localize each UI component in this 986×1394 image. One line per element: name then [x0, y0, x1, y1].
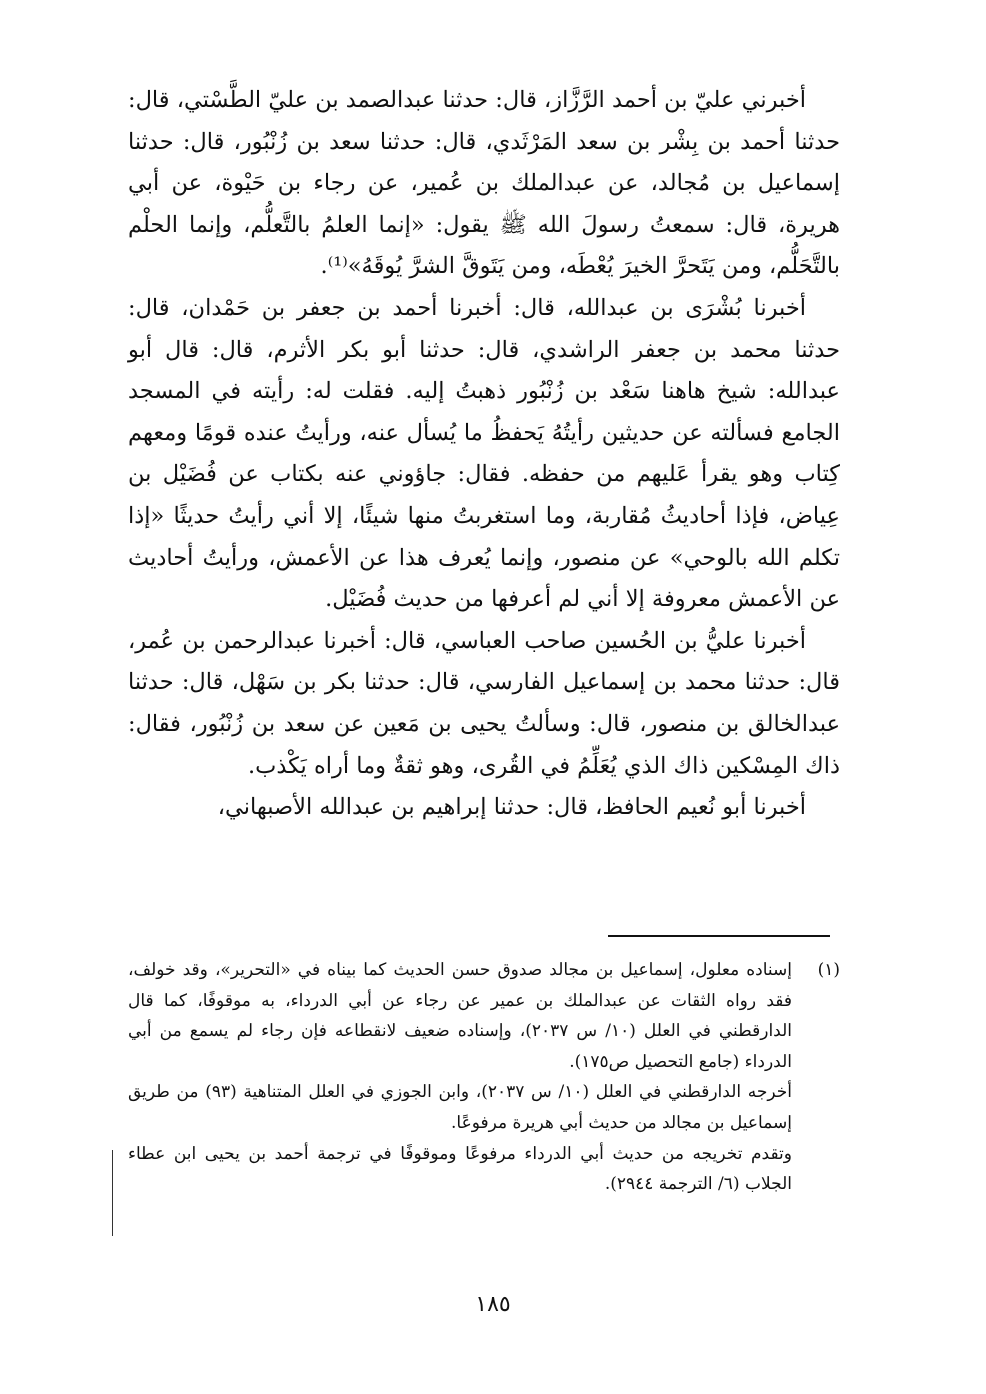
main-text-body	[128, 80, 840, 829]
margin-line-mark	[112, 1150, 113, 1236]
paragraph-3: أخبرنا عليُّ بن الحُسين صاحب العباسي، قال: أخبرنا عبدالرحمن بن عُمر، قال: حدثنا محمد بن إسماعيل الفارسي، قال: حدثنا بكر بن سَهْل، قال: حدثنا عبدالخالق بن منصور، قال: وسألتُ يحيى بن مَعين عن سعد بن زُنْبُور، فقال: ذاك المِسْكين ذاك الذي يُعَلِّمُ في القُرى، وهو ثقةٌ وما أراه يَكْذب.	[128, 627, 840, 779]
paragraph-4: أخبرنا أبو نُعيم الحافظ، قال: حدثنا إبراهيم بن عبدالله الأصبهاني،	[217, 794, 806, 821]
footnote-body	[128, 955, 792, 1200]
page-number: ١٨٥	[475, 1292, 511, 1317]
footnotes-section	[128, 955, 840, 1200]
footnote-separator	[608, 935, 830, 937]
paragraph-1: أخبرني عليّ بن أحمد الرَّزَّاز، قال: حدثنا عبدالصمد بن عليّ الطَّسْتي، قال: حدثنا أحمد بن بِشْر بن سعد المَرْثَدي، قال: حدثنا سعد بن زُنْبُور، قال: حدثنا إسماعيل بن مُجالد، عن عبدالملك بن عُمير، عن رجاء بن حَيْوة، عن أبي هريرة، قال: سمعتُ رسولَ الله ﷺ يقول: «إنما العلمُ بالتَّعلُّم، وإنما الحلْم بالتَّحَلُّم، ومن يَتَحرَّ الخيرَ يُعْطَه، ومن يَتَوقَّ الشرَّ يُوقَهُ»⁽¹⁾.	[128, 87, 840, 280]
footnote-1	[128, 955, 840, 1200]
paragraph-2: أخبرنا بُشْرَى بن عبدالله، قال: أخبرنا أحمد بن جعفر بن حَمْدان، قال: حدثنا محمد بن جعفر الراشدي، قال: حدثنا أبو بكر الأثرم، قال: قال أبو عبدالله: شيخ هاهنا سَعْد بن زُنْبُور ذهبتُ إليه. فقلت له: رأيته في المسجد الجامع فسألته عن حديثين رأيتُهُ يَحفظُ ما يُسأل عنه، ورأيتُ عنده قومًا ومعهم كِتاب وهو يقرأ عَليهم من حفظه. فقال: جاؤوني عنه بكتاب عن فُضَيْل بن عِياض، فإذا أحاديثُ مُقاربة، وما استغربتُ منها شيئًا، إلا أني رأيتُ حديثًا «إذا تكلم الله بالوحي» عن منصور، وإنما يُعرف هذا عن الأعمش، ورأيتُ أحاديث عن الأعمش معروفة إلا أني لم أعرفها من حديث فُضَيْل.	[128, 294, 840, 613]
footnote-number: (١)	[817, 960, 840, 980]
footnote-paragraph-3: وتقدم تخريجه من حديث أبي الدرداء مرفوعًا وموقوفًا في ترجمة أحمد بن يحيى ابن عطاء الجلاب (٦/ الترجمة ٢٩٤٤).	[128, 1143, 792, 1195]
footnote-paragraph-1: إسناده معلول، إسماعيل بن مجالد صدوق حسن الحديث كما بيناه في «التحرير»، وقد خولف، فقد رواه الثقات عن عبدالملك بن عمير عن رجاء عن أبي الدرداء، به موقوفًا، كما قال الدارقطني في العلل (١٠/ س ٢٠٣٧)، وإسناده ضعيف لانقطاعه فإن رجاء لم يسمع من أبي الدرداء (جامع التحصيل ص١٧٥).	[128, 960, 792, 1072]
footnote-paragraph-2: أخرجه الدارقطني في العلل (١٠/ س ٢٠٣٧)، وابن الجوزي في العلل المتناهية (٩٣) من طريق إسماعيل بن مجالد من حديث أبي هريرة مرفوعًا.	[128, 1082, 792, 1133]
